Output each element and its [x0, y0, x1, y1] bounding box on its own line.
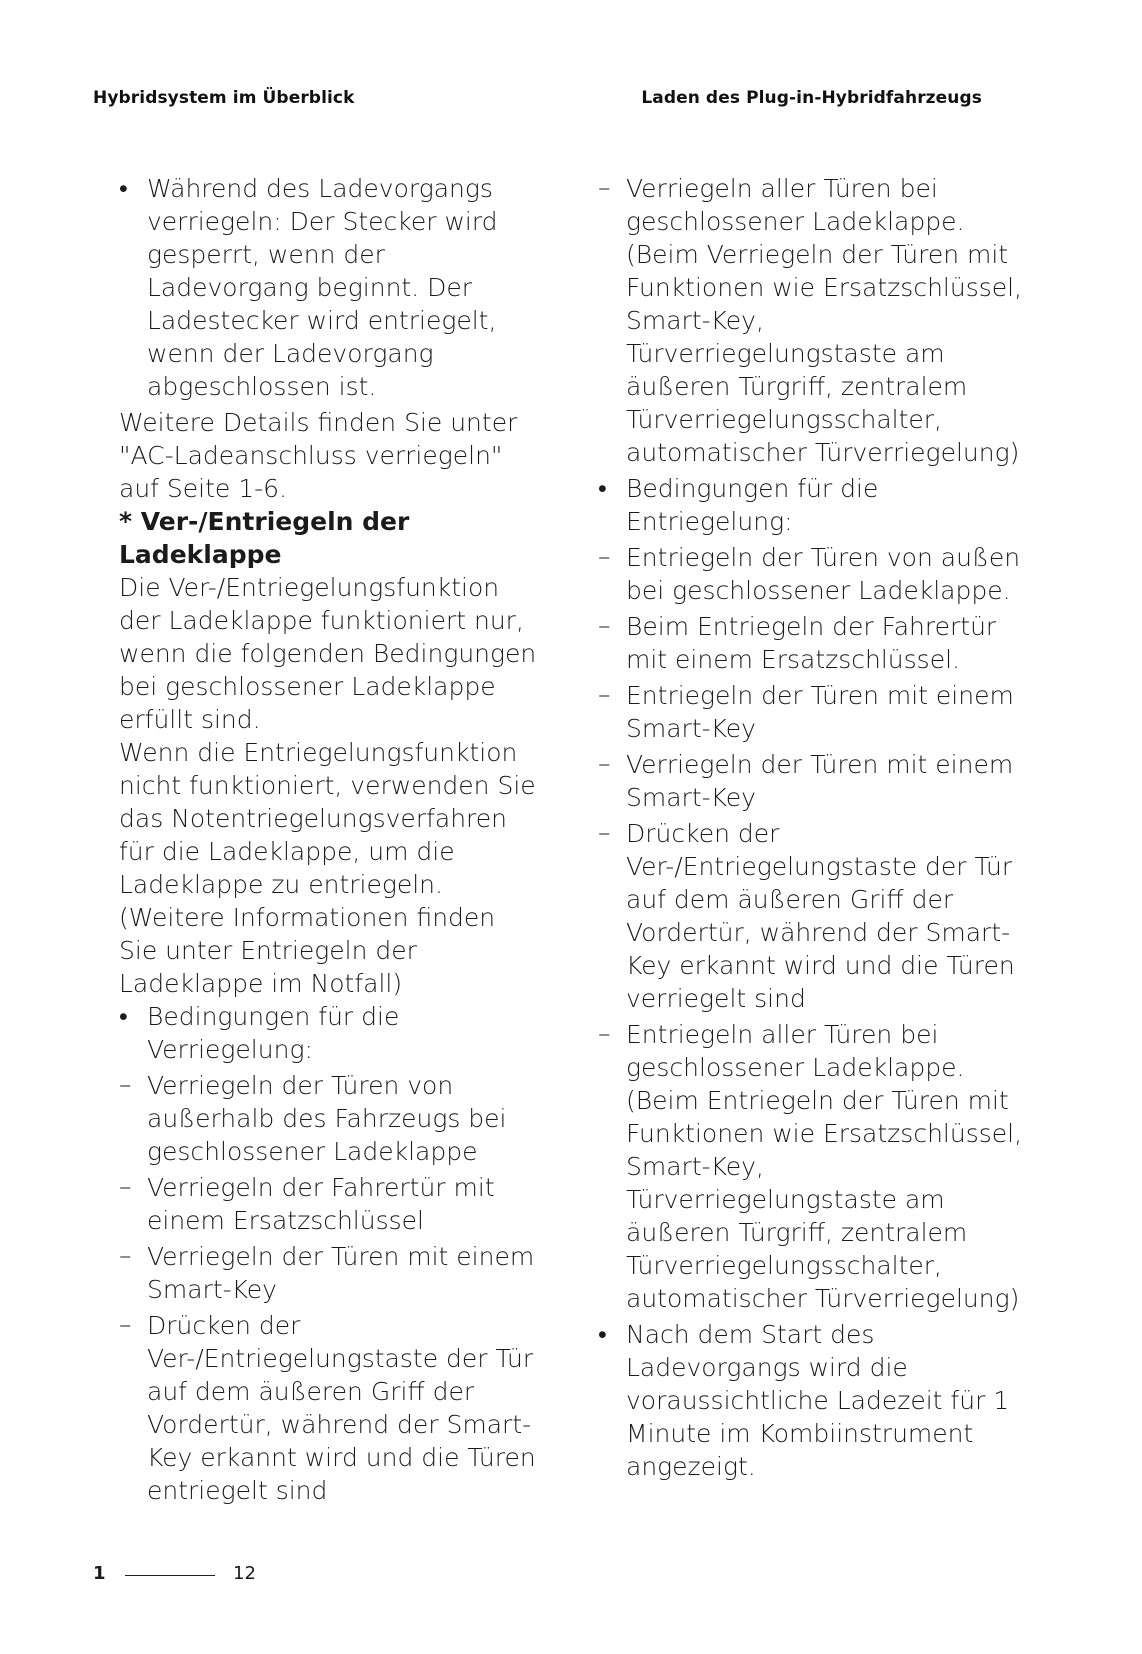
bullet-text: Bedingungen für die Entriegelung: [626, 474, 879, 536]
dash-marker: – [598, 173, 611, 202]
dash-marker: – [598, 542, 611, 571]
list-item [598, 817, 1023, 1015]
list-item [119, 1171, 539, 1237]
dash-text: Entriegeln aller Türen bei geschlossener Ladeklappe. (Beim Entriegeln der Türen mit Funktionen wie Ersatzschlüssel, Smart-Key, Türverriegelungstaste am äußeren Türgriff, zentralem Türverriegelungsschalter, automatischer Türverriegelung) [626, 1020, 1023, 1313]
dash-marker: – [598, 611, 611, 640]
bullet-marker: • [119, 1002, 128, 1031]
dash-text: Verriegeln der Türen mit einem Smart-Key [626, 750, 1014, 812]
list-item [598, 1318, 1023, 1483]
paragraph-emergency: Wenn die Entriegelungsfunktion nicht funktioniert, verwenden Sie das Notentriegelungsverfahren für die Ladeklappe, um die Ladeklappe zu entriegeln. (Weitere Informationen finden Sie unter Entriegeln der Ladeklappe im Notfall) [119, 738, 536, 998]
list-item [119, 172, 539, 403]
list-item [119, 1000, 539, 1066]
list-item [119, 1309, 539, 1507]
bullet-text: Während des Ladevorgangs verriegeln: Der Stecker wird gesperrt, wenn der Ladevorgang beginnt. Der Ladestecker wird entriegelt, wenn der Ladevorgang abgeschlossen ist. [147, 174, 498, 401]
dash-text: Drücken der Ver-/Entriegelungstaste der Tür auf dem äußeren Griff der Vordertür, während der Smart-Key erkannt wird und die Türen verriegelt sind [626, 819, 1015, 1013]
list-item [598, 541, 1023, 607]
dash-text: Verriegeln der Türen von außerhalb des Fahrzeugs bei geschlossener Ladeklappe [147, 1071, 507, 1166]
dash-text: Entriegeln der Türen mit einem Smart-Key [626, 681, 1014, 743]
list-item [598, 1018, 1023, 1315]
bullet-text: Nach dem Start des Ladevorgangs wird die voraussichtliche Ladezeit für 1 Minute im Kombiinstrument angezeigt. [626, 1320, 1010, 1481]
dash-text: Drücken der Ver-/Entriegelungstaste der Tür auf dem äußeren Griff der Vordertür, während der Smart-Key erkannt wird und die Türen entriegelt sind [147, 1311, 536, 1505]
right-column [598, 172, 1023, 1486]
list-item [598, 748, 1023, 814]
dash-marker: – [598, 818, 611, 847]
list-item [119, 1069, 539, 1168]
list-item [598, 679, 1023, 745]
section-heading: * Ver-/Entriegeln der Ladeklappe [119, 507, 410, 569]
dash-text: Verriegeln der Türen mit einem Smart-Key [147, 1242, 535, 1304]
list-item [119, 1240, 539, 1306]
running-header-section: Hybridsystem im Überblick [93, 88, 355, 108]
dash-marker: – [119, 1241, 132, 1270]
bullet-marker: • [598, 474, 607, 503]
list-item [598, 610, 1023, 676]
running-header-chapter: Laden des Plug-in-Hybridfahrzeugs [641, 88, 982, 108]
dash-marker: – [119, 1172, 132, 1201]
paragraph-details: Weitere Details finden Sie unter "AC-Ladeanschluss verriegeln" auf Seite 1-6. [119, 408, 518, 503]
dash-marker: – [598, 1019, 611, 1048]
list-item [598, 472, 1023, 538]
chapter-number: 1 [93, 1563, 106, 1584]
dash-text: Beim Entriegeln der Fahrertür mit einem Ersatzschlüssel. [626, 612, 997, 674]
dash-marker: – [598, 680, 611, 709]
dash-text: Verriegeln der Fahrertür mit einem Ersatzschlüssel [147, 1173, 495, 1235]
dash-marker: – [598, 749, 611, 778]
bullet-marker: • [598, 1320, 607, 1349]
dash-text: Entriegeln der Türen von außen bei geschlossener Ladeklappe. [626, 543, 1021, 605]
dash-marker: – [119, 1310, 132, 1339]
dash-marker: – [119, 1070, 132, 1099]
bullet-text: Bedingungen für die Verriegelung: [147, 1002, 400, 1064]
dash-text: Verriegeln aller Türen bei geschlossener Ladeklappe. (Beim Verriegeln der Türen mit Funktionen wie Ersatzschlüssel, Smart-Key, Türverriegelungstaste am äußeren Türgriff, zentralem Türverriegelungsschalter, automatischer Türverriegelung) [626, 174, 1023, 467]
page-number: 12 [233, 1563, 256, 1584]
bullet-marker: • [119, 174, 128, 203]
paragraph-conditions: Die Ver-/Entriegelungsfunktion der Ladeklappe funktioniert nur, wenn die folgenden Bedingungen bei geschlossener Ladeklappe erfüllt sind. [119, 573, 537, 734]
left-column [119, 172, 539, 1510]
list-item [598, 172, 1023, 469]
footer-divider [125, 1575, 215, 1576]
